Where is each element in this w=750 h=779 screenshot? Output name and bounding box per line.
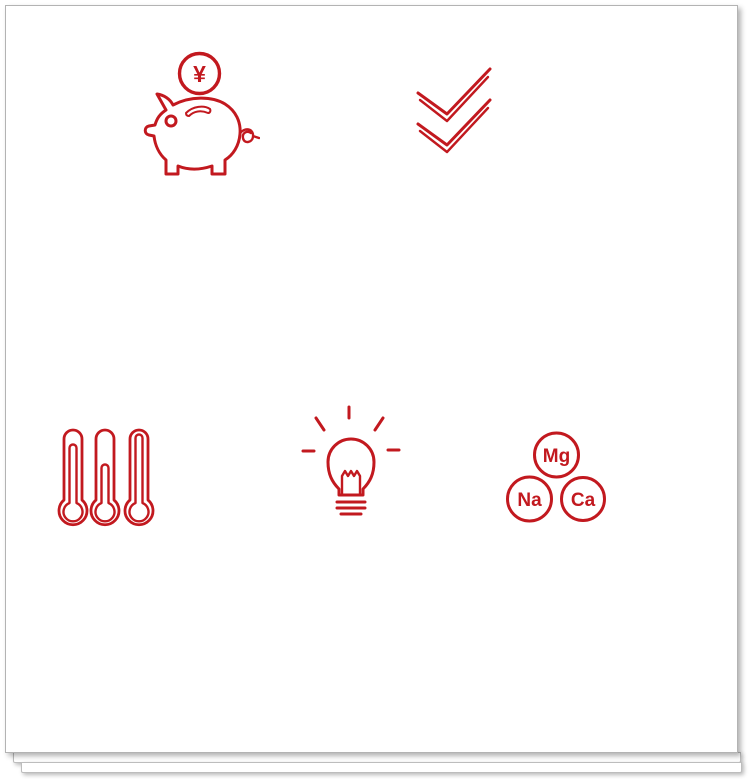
light-bulb-icon bbox=[295, 403, 407, 518]
element-label-ca: Ca bbox=[570, 490, 596, 511]
piggy-tail bbox=[240, 129, 259, 142]
piggy-bank-icon bbox=[140, 86, 260, 180]
double-checkmark-icon bbox=[413, 66, 493, 158]
piggy-coin-slot bbox=[186, 107, 210, 116]
piggy-eye bbox=[166, 116, 176, 126]
element-circles-icon bbox=[505, 430, 608, 525]
coin-symbol: ¥ bbox=[193, 61, 206, 87]
element-label-na: Na bbox=[517, 490, 542, 511]
content-sheet bbox=[5, 5, 738, 753]
thermometers-icon bbox=[55, 422, 160, 530]
paper-stack-strip bbox=[21, 762, 742, 773]
element-label-mg: Mg bbox=[542, 446, 571, 467]
